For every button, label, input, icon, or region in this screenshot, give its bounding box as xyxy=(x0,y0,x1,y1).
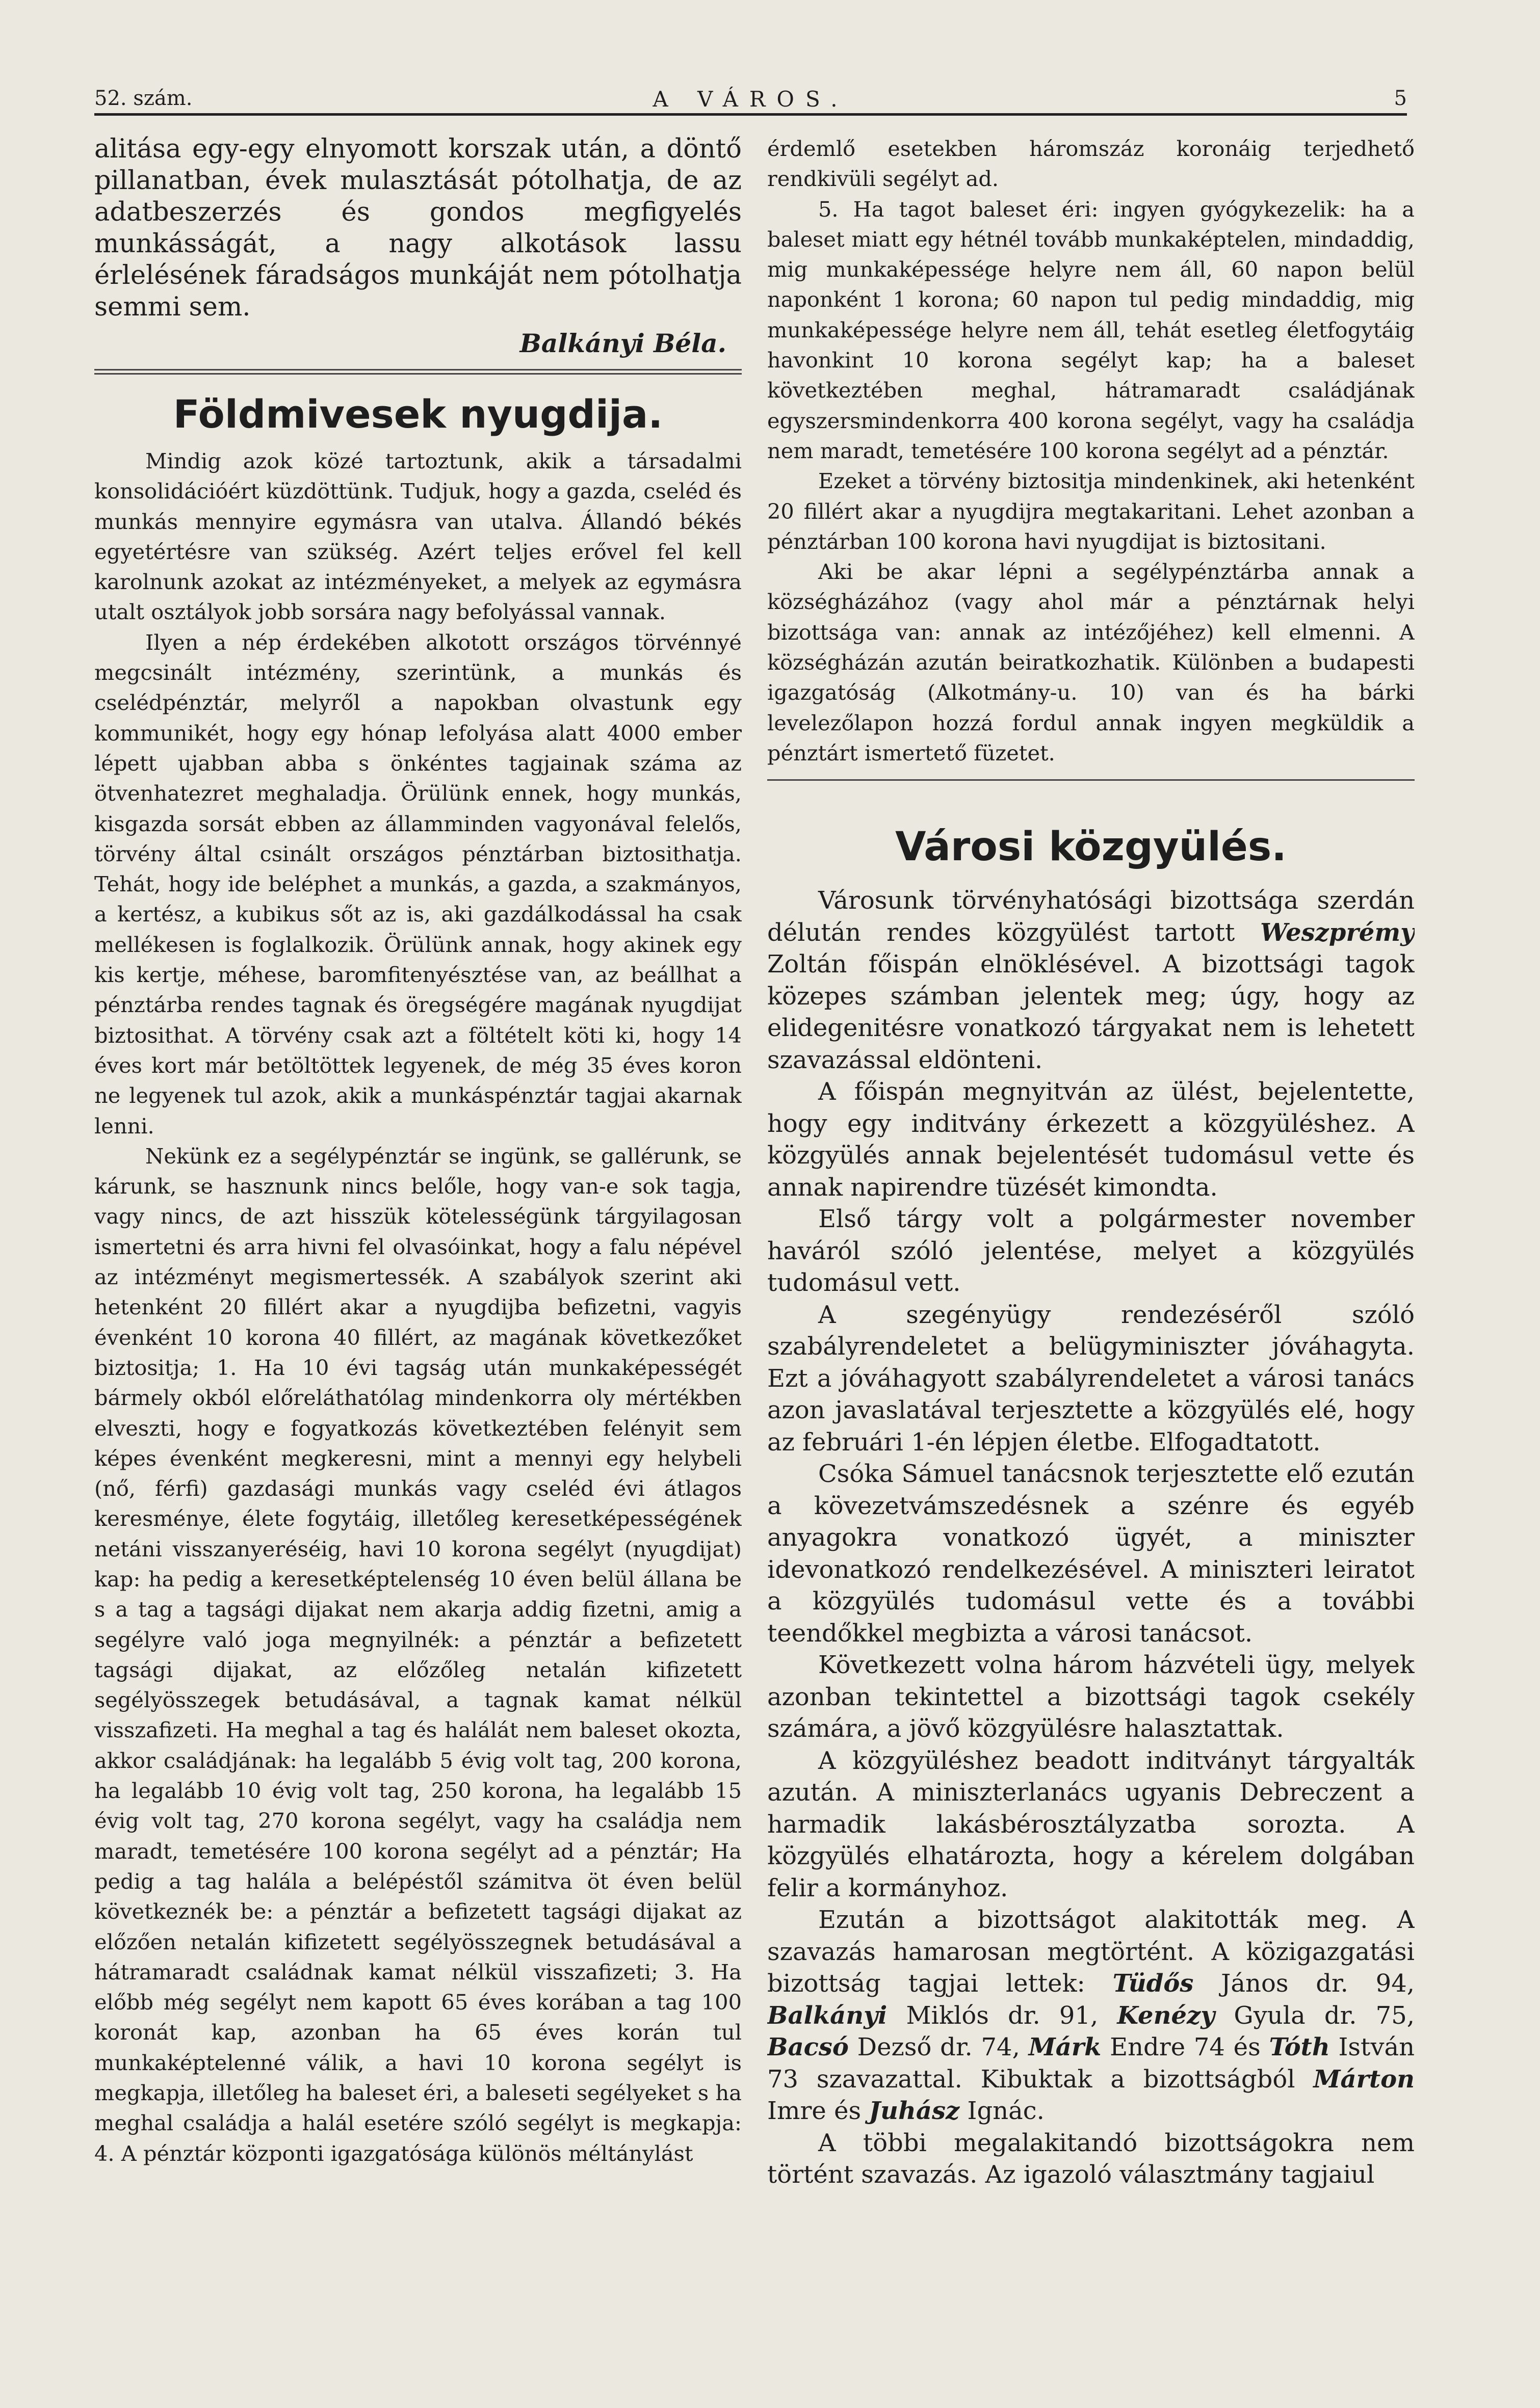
article-paragraph: 5. Ha tagot baleset éri: ingyen gyógykezelik: ha a baleset miatt egy hétnél tovább munkaképtelen, mindaddig, mig munkaképessége helyre nem áll, 60 napon belül naponként 1 korona; 60 napon tul pedig mindaddig, mig munkaképessége helyre nem áll, tehát esetleg életfogytáig havonkint 10 korona segélyt kap; ha a baleset következtében meghal, hátramaradt családjának egyszersmindenkorra 400 korona segélyt, vagy ha családja nem maradt, temetésére 100 korona segélyt ad a pénztár. xyxy=(767,196,1415,463)
article-paragraph: Aki be akar lépni a segélypénztárba annak a községházához (vagy ahol már a pénztárnak helyi bizottsága van: annak az intézőjéhez) kell elmenni. A községházán azután beiratkozhatik. Különben a budapesti igazgatóság (Alkotmány-u. 10) van és ha bárki levelezőlapon hozzá fordul annak ingyen megküldik a pénztárt ismertető füzetet. xyxy=(767,559,1415,765)
text-run: Ignác. xyxy=(959,2097,1045,2126)
page-number: 5 xyxy=(1394,87,1407,110)
person-name: Balkányi xyxy=(767,2001,888,2030)
text-run: Miklós dr. 91, xyxy=(887,2001,1117,2030)
article-paragraph: A közgyüléshez beadott inditványt tárgyalták azután. A miniszterlanács ugyanis Debreczent a harmadik lakásbérosztályzatba sorozta. A közgyülés elhatározta, hogy a kérelem dolgában felir a kormányhoz. xyxy=(767,1746,1415,1902)
continued-paragraph: érdemlő esetekben háromszáz koronáig terjedhető rendkivüli segélyt ad. xyxy=(767,136,1415,192)
article-separator xyxy=(767,779,1415,781)
article-paragraph: Nekünk ez a segélypénztár se ingünk, se gallérunk, se kárunk, se hasznunk nincs belőle, hogy van-e sok tagja, vagy nincs, de azt hisszük kötelességünk tárgyilagosan ismertetni és arra hivni fel olvasóinkat, hogy a falu népével az intézményt megismertessék. A szabályok szerint aki hetenként 20 fillért akar a nyugdijba befizetni, vagyis évenként 10 korona 40 fillért, az magának következőket biztositja; 1. Ha 10 évi tagság után munkaképességét bármely okból előreláthatólag mindenkorra oly mértékben elveszti, hogy e fogyatkozás következtében felényit sem képes évenként megkeresni, mint a mennyi egy helybeli (nő, férfi) gazdasági munkás vagy cseléd évi átlagos keresménye, élete fogytáig, illetőleg keresetképességének netáni visszanyeréséig, havi 10 korona segélyt (nyugdijat) kap: ha pedig a keresetképtelenség 10 éven belül állana be s a tag a tagsági dijakat nem akarja addig fizetni, amig a segélyre való joga megnyilnék: a pénztár a befizetett tagsági dijakat, az előzőleg netalán kifizetett segélyösszegek betudásával, a tagnak kamat nélkül visszafizeti. Ha meghal a tag és halálát nem baleset okozta, akkor családjának: ha legalább 5 évig volt tag, 200 korona, ha legalább 10 évig volt tag, 250 korona, ha legalább 15 évig volt tag, 270 korona segélyt, vagy ha családja nem maradt, temetésére 100 korona segélyt ad a pénztár; Ha pedig a tag halála a belépéstől számitva öt éven belül következnék be: a pénztár a befizetett tagsági dijakat az előzően netalán kifizetett segélyösszegnek betudásával a hátramaradt családnak kamat nélkül visszafizeti; 3. Ha előbb még segélyt nem kapott 65 éves korában a tag 100 koronát kap, azonban ha 65 éves korán tul munkaképtelenné válik, a havi 10 korona segélyt is megkapja, illetőleg ha baleset éri, a baleseti segélyeket s ha meghal családja a halál esetére szóló segélyt is megkapja: 4. A pénztár központi igazgatósága különös méltánylást xyxy=(94,1143,742,2166)
article-separator xyxy=(94,369,742,375)
article-paragraph: A szegényügy rendezéséről szóló szabályrendeletet a belügyminiszter jóváhagyta. Ezt a jóváhagyott szabályrendeletet a városi tanács azon javaslatával terjesztette a közgyülés elé, hogy az februári 1-én lépjen életbe. Elfogadtatott. xyxy=(767,1300,1415,1457)
article-paragraph: Mindig azok közé tartoztunk, akik a társadalmi konsolidációért küzdöttünk. Tudjuk, hogy a gazda, cseléd és munkás mennyire egymásra van utalva. Állandó békés egyetértésre van szükség. Azért teljes erővel fel kell karolnunk azokat az intézményeket, a melyek az egymásra utalt osztályok jobb sorsára nagy befolyással vannak. xyxy=(94,448,742,625)
article-paragraph: Csóka Sámuel tanácsnok terjesztette elő ezután a kövezetvámszedésnek a szénre és egyéb anyagokra vonatkozó ügyét, a miniszter idevonatkozó rendelkezésével. A miniszteri leiratot a közgyülés tudomásul vette és a további teendőkkel megbizta a városi tanácsot. xyxy=(767,1460,1415,1648)
text-run: Zoltán főispán elnöklésével. A bizottsági tagok közepes számban jelentek meg; úgy, hogy az elidegenitésre vonatkozó tárgyakat nem is lehetett szavazással eldönteni. xyxy=(767,950,1415,1074)
person-name: Tüdős xyxy=(1112,1969,1194,1998)
header-rule xyxy=(94,113,1407,116)
article-paragraph: Ezeket a törvény biztositja mindenkinek, aki hetenként 20 fillért akar a nyugdijra megtakaritani. Lehet azonban a pénztárban 100 korona havi nyugdijat is biztositani. xyxy=(767,468,1415,554)
text-run: Dezső dr. 74, xyxy=(848,2033,1029,2062)
text-run: Városunk törvényhatósági bizottsága szerdán délután rendes közgyülést tartott xyxy=(767,886,1415,947)
article-paragraph: Első tárgy volt a polgármester november haváról szóló jelentése, melyet a közgyülés tudomásul vett. xyxy=(767,1205,1415,1298)
person-name: Bacsó xyxy=(767,2033,849,2062)
article-paragraph xyxy=(767,885,1415,1076)
text-run: Imre és xyxy=(767,2097,869,2126)
person-name: Weszprémy xyxy=(1260,918,1415,947)
text-run: János dr. 94, xyxy=(1193,1969,1415,1998)
left-column xyxy=(94,134,742,2376)
previous-article-ending: alitása egy-egy elnyomott korszak után, a döntő pillanatban, évek mulasztását pótolhatja, de az adatbeszerzés és gondos megfigyelés munkásságát, a nagy alkotások lassu érlelésének fáradságos munkáját nem pótolhatja semmi sem. xyxy=(94,134,742,322)
article-paragraph: Ilyen a nép érdekében alkotott országos törvénnyé megcsinált intézmény, szerintünk, a munkás és cselédpénztár, melyről a napokban olvastunk egy kommunikét, hogy egy hónap lefolyása alatt 4000 ember lépett ujabban abba s önkéntes tagjainak száma az ötvenhatezret meghaladja. Örülünk ennek, hogy munkás, kisgazda sorsát ebben az államminden vagyonával felelős, törvény által csinált országos pénztárban biztosithatja. Tehát, hogy ide beléphet a munkás, a gazda, a szakmányos, a kertész, a kubikus sőt az is, aki gazdálkodással ha csak mellékesen is foglalkozik. Örülünk annak, hogy akinek egy kis kertje, méhese, baromfitenyésztése van, az beállhat a pénztárba rendes tagnak és öregségére magának nyugdijat biztosithat. A törvény csak azt a föltételt köti ki, hogy 14 éves kort már betöltöttek legyenek, de még 35 éves koron ne legyenek tul azok, akik a munkáspénztár tagjai akarnak lenni. xyxy=(94,629,742,1139)
author-signature: Balkányi Béla. xyxy=(519,328,726,358)
person-name: Márton xyxy=(1313,2065,1415,2094)
article-paragraph: A többi megalakitandó bizottságokra nem történt szavazás. Az igazoló választmány tagjaiul xyxy=(767,2128,1415,2189)
text-run: Ezután a bizottságot alakitották meg. A szavazás hamarosan megtörtént. A közigazgatási bizottság tagjai lettek: xyxy=(767,1906,1415,1998)
publication-title: A VÁROS. xyxy=(652,87,849,112)
person-name: Tóth xyxy=(1269,2033,1330,2062)
article-title-varosi-kozgyules: Városi közgyülés. xyxy=(895,824,1287,870)
person-name: Márk xyxy=(1028,2033,1102,2062)
person-name: Juhász xyxy=(869,2097,960,2126)
issue-number: 52. szám. xyxy=(94,87,193,110)
article-title-foldmivesek: Földmivesek nyugdija. xyxy=(173,391,663,437)
article-paragraph: Következett volna három házvételi ügy, melyek azonban tekintettel a bizottsági tagok csekély számára, a jövő közgyülésre halasztattak. xyxy=(767,1651,1415,1743)
page-header xyxy=(94,82,1407,112)
text-run: Endre 74 és xyxy=(1101,2033,1269,2062)
right-column xyxy=(767,134,1415,2376)
article-paragraph: A főispán megnyitván az ülést, bejelentette, hogy egy inditvány érkezett a közgyüléshez. A közgyülés annak bejelentését tudomásul vette és annak napirendre tüzését kimondta. xyxy=(767,1077,1415,1202)
text-run: Gyula dr. 75, xyxy=(1215,2001,1415,2030)
person-name: Kenézy xyxy=(1117,2001,1215,2030)
text-run: István 73 szavazattal. Kibuktak a bizottságból xyxy=(767,2033,1415,2094)
vote-results-paragraph xyxy=(767,1904,1415,2127)
